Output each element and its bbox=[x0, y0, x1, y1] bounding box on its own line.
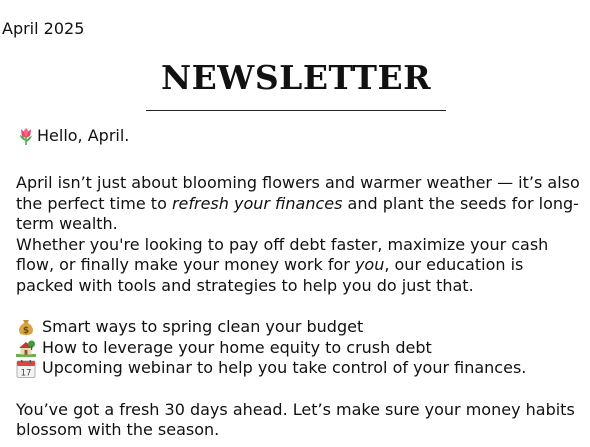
topic-item-home-equity bbox=[16, 338, 582, 359]
newsletter-body bbox=[16, 173, 582, 441]
calendar-day: 17 bbox=[20, 368, 32, 378]
spacer bbox=[16, 297, 582, 318]
topic-text: Smart ways to spring clean your budget bbox=[42, 317, 364, 337]
greeting-text: Hello, April. bbox=[37, 126, 130, 145]
topic-item-budget bbox=[16, 317, 582, 338]
title-divider bbox=[146, 110, 446, 111]
topic-text: Upcoming webinar to help you take control of your finances. bbox=[42, 358, 527, 378]
body-paragraph bbox=[16, 235, 582, 297]
intro-text-part1: April isn’t just about blooming flowers and warmer weather — it’s also the perfect time to bbox=[16, 173, 580, 213]
spacer bbox=[16, 379, 582, 400]
topic-item-webinar bbox=[16, 358, 582, 379]
body-emphasis: you bbox=[354, 255, 385, 275]
money-bag-icon bbox=[16, 318, 36, 336]
closing-paragraph: You’ve got a fresh 30 days ahead. Let’s make sure your money habits blossom with the season. bbox=[16, 399, 575, 440]
topic-text: How to leverage your home equity to crush debt bbox=[42, 337, 432, 357]
body-text-part1: Whether you're looking to pay off debt faster, maximize your cash flow, or finally make your money work for bbox=[16, 234, 549, 275]
greeting bbox=[16, 126, 129, 146]
svg-text:$: $ bbox=[22, 326, 30, 337]
body-text-part2: , our education is packed with tools and strategies to help you do just that. bbox=[16, 255, 524, 295]
newsletter-title: NEWSLETTER bbox=[160, 58, 432, 97]
intro-text-part2: and plant the seeds for long-term wealth. bbox=[16, 193, 579, 234]
newsletter-date: April 2025 bbox=[2, 19, 85, 38]
house-with-tree-icon bbox=[16, 339, 36, 357]
intro-emphasis: refresh your finances bbox=[171, 193, 343, 213]
calendar-icon bbox=[16, 360, 36, 378]
tulip-icon bbox=[16, 126, 36, 146]
intro-paragraph bbox=[16, 173, 582, 235]
